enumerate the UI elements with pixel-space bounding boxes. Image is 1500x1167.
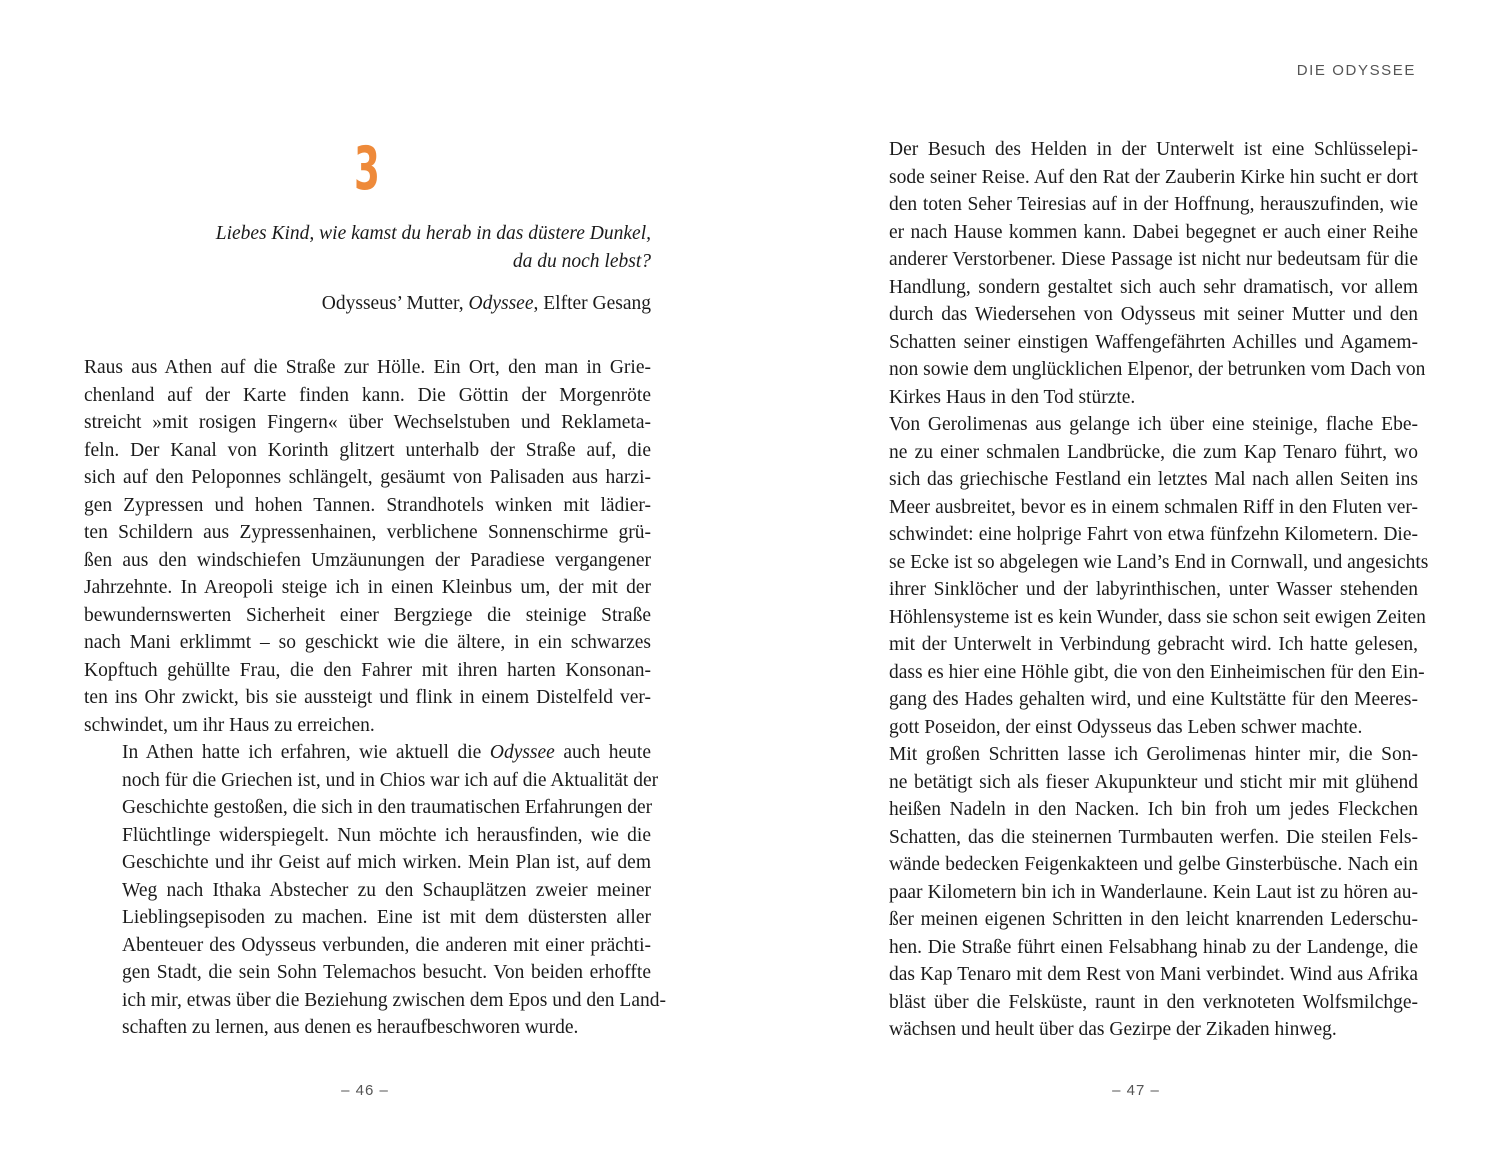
text-line: mit der Unterwelt in Verbindung gebracht wird. Ich hatte gelesen, xyxy=(889,634,1418,655)
text-line: Schatten seiner einstigen Waffengefährten Achilles und Agamem- xyxy=(889,331,1418,353)
text-line: Der Besuch des Helden in der Unterwelt ist eine Schlüsselepi- xyxy=(889,139,1418,160)
text-line: schwindet: eine holprige Fahrt von etwa fünfzehn Kilometern. Die- xyxy=(889,524,1418,545)
page-number-left: – 46 – xyxy=(341,1082,389,1099)
text-line: Geschichte und ihr Geist auf mich wirken. Mein Plan ist, auf dem xyxy=(122,852,651,873)
text-line: Abenteuer des Odysseus verbunden, die anderen mit einer prächti- xyxy=(122,934,651,956)
left-body-text xyxy=(84,354,666,1042)
text-line: feln. Der Kanal von Korinth glitzert unterhalb der Straße auf, die xyxy=(84,439,651,461)
text-line: Jahrzehnte. In Areopoli steige ich in einen Kleinbus um, der mit der xyxy=(84,577,651,598)
text-line: schwindet, um ihr Haus zu erreichen. xyxy=(84,714,375,736)
text-line: bewundernswerten Sicherheit einer Bergziege die steinige Straße xyxy=(84,604,651,626)
paragraph-rest xyxy=(84,767,666,1042)
text-line: Weg nach Ithaka Abstecher zu den Schauplätzen zweier meiner xyxy=(122,879,651,901)
text-line: ne betätigt sich als fieser Akupunkteur und sticht mir mit glühend xyxy=(889,771,1418,793)
epigraph xyxy=(84,220,651,318)
text-line: ihrer Sinklöcher und der labyrinthischen, unter Wasser stehenden xyxy=(889,579,1418,600)
text-line: Flüchtlinge widerspiegelt. Nun möchte ich herausfinden, wie die xyxy=(122,824,651,846)
paragraph xyxy=(851,136,1426,411)
text-line: hen. Die Straße führt einen Felsabhang hinab zu der Landenge, die xyxy=(889,936,1418,958)
right-page xyxy=(750,0,1500,1167)
paragraph xyxy=(851,411,1429,741)
text-line: non sowie dem unglücklichen Elpenor, der betrunken vom Dach von xyxy=(889,359,1426,380)
paragraph xyxy=(851,741,1418,1044)
page-number-right: – 47 – xyxy=(1112,1082,1160,1099)
text-line: ich mir, etwas über die Beziehung zwischen dem Epos und den Land- xyxy=(122,989,666,1011)
text-line: das Kap Tenaro mit dem Rest von Mani verbindet. Wind aus Afrika xyxy=(889,964,1418,985)
text-line: se Ecke ist so abgelegen wie Land’s End in Cornwall, und angesichts xyxy=(889,551,1429,573)
text-line: paar Kilometern bin ich in Wanderlaune. Kein Laut ist zu hören au- xyxy=(889,881,1418,903)
text-line: chenland auf der Karte finden kann. Die Göttin der Morgenröte xyxy=(84,384,651,406)
text-line: streicht »mit rosigen Fingern« über Wechselstuben und Reklameta- xyxy=(84,412,651,433)
text-segment: auch heute xyxy=(554,742,651,763)
text-line: Schatten, das die steinernen Turmbauten werfen. Die steilen Fels- xyxy=(889,826,1418,848)
text-line: Höhlensysteme ist es kein Wunder, dass sie schon seit ewigen Zeiten xyxy=(889,606,1426,628)
text-segment: In Athen hatte ich erfahren, wie aktuell die xyxy=(122,742,490,763)
text-line: ßen aus den windschiefen Umzäunungen der Paradiese vergangener xyxy=(84,549,651,571)
text-line: Kopftuch gehüllte Frau, die den Fahrer mit ihren harten Konsonan- xyxy=(84,659,651,681)
text-line: gang des Hades gehalten wird, und eine Kultstätte für den Meeres- xyxy=(889,689,1418,710)
epigraph-source xyxy=(84,290,651,318)
text-line: schaften zu lernen, aus denen es heraufbeschworen wurde. xyxy=(122,1017,579,1038)
text-line: gen Stadt, die sein Sohn Telemachos besucht. Von beiden erhoffte xyxy=(122,962,651,983)
text-line: ne zu einer schmalen Landbrücke, die zum Kap Tenaro führt, wo xyxy=(889,441,1418,463)
text-line: Kirkes Haus in den Tod stürzte. xyxy=(889,386,1136,408)
text-line: wände bedecken Feigenkakteen und gelbe Ginsterbüsche. Nach ein xyxy=(889,854,1418,875)
text-line: Mit großen Schritten lasse ich Gerolimenas hinter mir, die Son- xyxy=(889,744,1418,765)
epigraph-quote-line: Liebes Kind, wie kamst du herab in das düstere Dunkel, xyxy=(215,223,651,244)
italic-title: Odyssee xyxy=(489,742,555,763)
text-line: Lieblingsepisoden zu machen. Eine ist mit dem düstersten aller xyxy=(122,907,651,928)
text-line: nach Mani erklimmt – so geschickt wie die ältere, in ein schwarzes xyxy=(84,632,651,653)
text-line: Geschichte gestoßen, die sich in den traumatischen Erfahrungen der xyxy=(122,797,653,818)
text-line: er nach Hause kommen kann. Dabei begegnet er auch einer Reihe xyxy=(889,221,1418,243)
text-line: Raus aus Athen auf die Straße zur Hölle. Ein Ort, den man in Grie- xyxy=(84,357,651,378)
text-line: den toten Seher Teiresias auf in der Hoffnung, herauszufinden, wie xyxy=(889,194,1418,215)
text-line: heißen Nadeln in den Nacken. Ich bin froh um jedes Fleckchen xyxy=(889,799,1418,820)
text-line: sich auf den Peloponnes schlängelt, gesäumt von Palisaden aus harzi- xyxy=(84,467,651,488)
text-line xyxy=(84,739,651,767)
text-line: ßer meinen eigenen Schritten in den leicht knarrenden Lederschu- xyxy=(889,909,1418,930)
text-line: ten ins Ohr zwickt, bis sie aussteigt und flink in einem Distelfeld ver- xyxy=(84,687,651,708)
epigraph-quote-line: da du noch lebst? xyxy=(512,250,651,272)
text-line: sich das griechische Festland ein letztes Mal nach allen Seiten ins xyxy=(889,469,1418,490)
paragraph xyxy=(84,739,666,1042)
text-line: dass es hier eine Höhle gibt, die von den Einheimischen für den Ein- xyxy=(889,661,1425,683)
text-line: Meer ausbreitet, bevor es in einem schmalen Riff in den Fluten ver- xyxy=(889,496,1418,518)
running-head: DIE ODYSSEE xyxy=(1296,62,1416,79)
text-line: gott Poseidon, der einst Odysseus das Leben schwer machte. xyxy=(889,716,1363,738)
text-line: durch das Wiedersehen von Odysseus mit seiner Mutter und den xyxy=(889,304,1418,325)
text-line: ten Schildern aus Zypressenhainen, verblichene Sonnenschirme grü- xyxy=(84,522,651,543)
epigraph-source-suffix: , Elfter Gesang xyxy=(533,293,651,314)
paragraph xyxy=(84,354,651,739)
text-line: sode seiner Reise. Auf den Rat der Zauberin Kirke hin sucht er dort xyxy=(889,166,1418,188)
text-line: wächsen und heult über das Gezirpe der Zikaden hinweg. xyxy=(889,1019,1337,1040)
text-line: gen Zypressen und hohen Tannen. Strandhotels winken mit lädier- xyxy=(84,494,651,516)
text-line: bläst über die Felsküste, raunt in den verknoteten Wolfsmilchge- xyxy=(889,991,1418,1013)
text-line: Von Gerolimenas aus gelange ich über eine steinige, flache Ebe- xyxy=(889,414,1418,435)
epigraph-source-work: Odyssee xyxy=(468,293,534,314)
epigraph-quote xyxy=(84,220,651,275)
chapter-number: 3 xyxy=(354,134,380,204)
text-line: Handlung, sondern gestaltet sich auch sehr dramatisch, vor allem xyxy=(889,276,1418,298)
epigraph-source-prefix: Odysseus’ Mutter, xyxy=(321,293,469,314)
text-line: noch für die Griechen ist, und in Chios war ich auf die Aktualität der xyxy=(122,769,659,791)
text-line: anderer Verstorbener. Diese Passage ist nicht nur bedeutsam für die xyxy=(889,249,1418,270)
right-body-text xyxy=(851,136,1429,1044)
